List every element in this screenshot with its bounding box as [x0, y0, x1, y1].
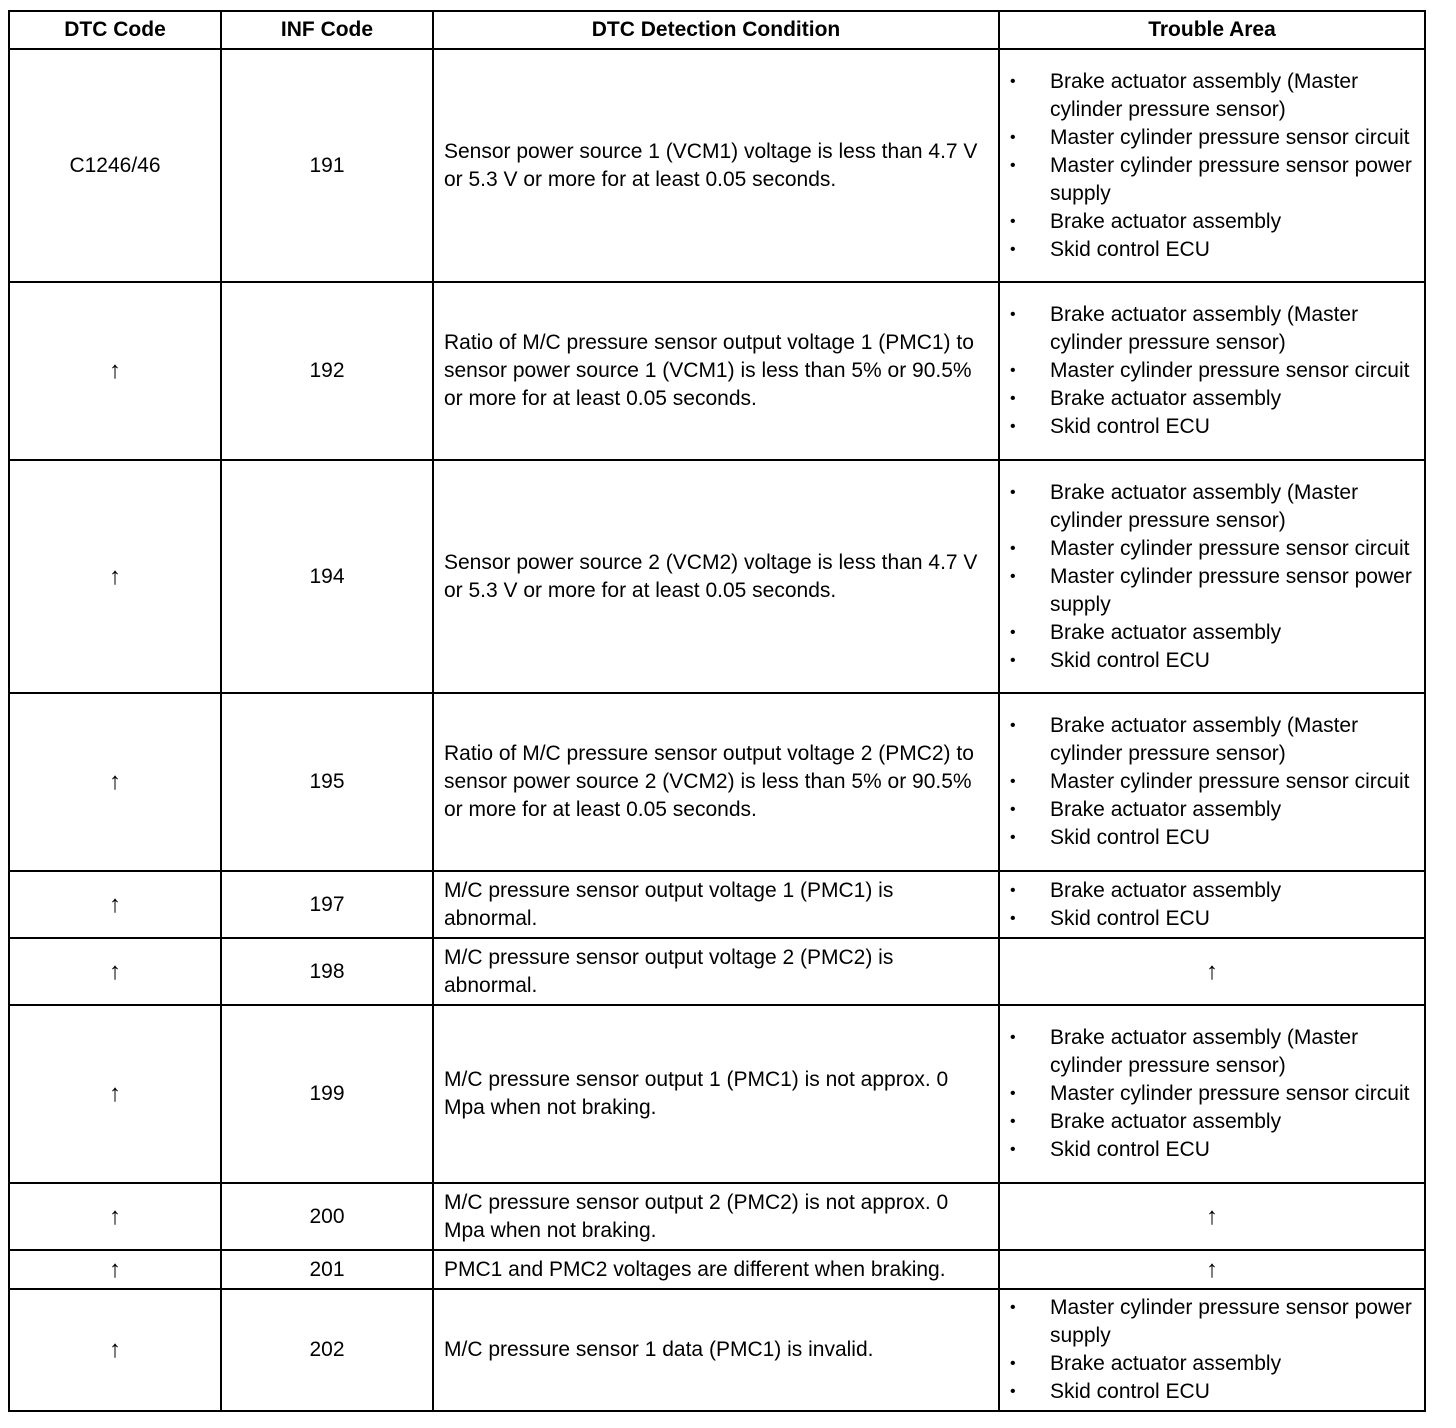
inf-code-cell: 200	[221, 1183, 433, 1250]
list-item: • Master cylinder pressure sensor power supply	[1010, 1294, 1418, 1350]
table-row	[9, 693, 1425, 871]
dtc-code-cell: ↑	[9, 1005, 221, 1183]
inf-code-cell: 197	[221, 871, 433, 938]
list-item: • Skid control ECU	[1010, 236, 1418, 264]
dtc-code-cell: ↑	[9, 1183, 221, 1250]
list-item: • Master cylinder pressure sensor power supply	[1010, 152, 1418, 208]
condition-cell: Sensor power source 1 (VCM1) voltage is less than 4.7 V or 5.3 V or more for at least 0.05 seconds.	[433, 49, 999, 282]
inf-code-cell: 194	[221, 460, 433, 693]
table-row	[9, 1005, 1425, 1183]
list-item: • Skid control ECU	[1010, 413, 1418, 441]
dtc-table	[8, 10, 1426, 1412]
list-item: • Brake actuator assembly	[1010, 1108, 1418, 1136]
list-item: • Master cylinder pressure sensor circuit	[1010, 124, 1418, 152]
condition-cell: M/C pressure sensor 1 data (PMC1) is invalid.	[433, 1289, 999, 1411]
trouble-list	[1010, 1024, 1418, 1164]
header-detection-condition: DTC Detection Condition	[433, 11, 999, 49]
table-row	[9, 1250, 1425, 1289]
list-item: • Brake actuator assembly (Master cylinder pressure sensor)	[1010, 479, 1418, 535]
dtc-code-cell: ↑	[9, 1250, 221, 1289]
trouble-area-same-cell: ↑	[999, 1250, 1425, 1289]
condition-cell: Sensor power source 2 (VCM2) voltage is less than 4.7 V or 5.3 V or more for at least 0.05 seconds.	[433, 460, 999, 693]
list-item: • Brake actuator assembly (Master cylinder pressure sensor)	[1010, 301, 1418, 357]
trouble-list	[1010, 1294, 1418, 1406]
dtc-code-cell: ↑	[9, 1289, 221, 1411]
condition-cell: Ratio of M/C pressure sensor output voltage 1 (PMC1) to sensor power source 1 (VCM1) is less than 5% or 90.5% or more for at least 0.05 seconds.	[433, 282, 999, 460]
condition-cell: M/C pressure sensor output voltage 2 (PMC2) is abnormal.	[433, 938, 999, 1005]
dtc-code-cell: ↑	[9, 282, 221, 460]
table-row	[9, 460, 1425, 693]
inf-code-cell: 198	[221, 938, 433, 1005]
list-item: • Brake actuator assembly	[1010, 877, 1418, 905]
trouble-list	[1010, 68, 1418, 264]
trouble-list	[1010, 301, 1418, 441]
condition-cell: Ratio of M/C pressure sensor output voltage 2 (PMC2) to sensor power source 2 (VCM2) is less than 5% or 90.5% or more for at least 0.05 seconds.	[433, 693, 999, 871]
table-row	[9, 282, 1425, 460]
dtc-code-cell: ↑	[9, 693, 221, 871]
trouble-area-cell	[999, 49, 1425, 282]
trouble-area-cell	[999, 1289, 1425, 1411]
list-item: • Skid control ECU	[1010, 1378, 1418, 1406]
list-item: • Brake actuator assembly	[1010, 385, 1418, 413]
trouble-list	[1010, 877, 1418, 933]
condition-cell: PMC1 and PMC2 voltages are different when braking.	[433, 1250, 999, 1289]
list-item: • Master cylinder pressure sensor power supply	[1010, 563, 1418, 619]
dtc-code-cell: C1246/46	[9, 49, 221, 282]
trouble-list	[1010, 712, 1418, 852]
dtc-code-cell: ↑	[9, 938, 221, 1005]
table-row	[9, 871, 1425, 938]
trouble-list	[1010, 479, 1418, 675]
list-item: • Master cylinder pressure sensor circuit	[1010, 357, 1418, 385]
header-inf-code: INF Code	[221, 11, 433, 49]
table-row	[9, 49, 1425, 282]
list-item: • Brake actuator assembly	[1010, 619, 1418, 647]
inf-code-cell: 192	[221, 282, 433, 460]
list-item: • Brake actuator assembly	[1010, 796, 1418, 824]
trouble-area-cell	[999, 1005, 1425, 1183]
list-item: • Master cylinder pressure sensor circuit	[1010, 535, 1418, 563]
list-item: • Skid control ECU	[1010, 905, 1418, 933]
inf-code-cell: 195	[221, 693, 433, 871]
list-item: • Brake actuator assembly (Master cylinder pressure sensor)	[1010, 1024, 1418, 1080]
list-item: • Skid control ECU	[1010, 824, 1418, 852]
trouble-area-cell	[999, 693, 1425, 871]
header-dtc-code: DTC Code	[9, 11, 221, 49]
inf-code-cell: 191	[221, 49, 433, 282]
trouble-area-same-cell: ↑	[999, 1183, 1425, 1250]
trouble-area-same-cell: ↑	[999, 938, 1425, 1005]
condition-cell: M/C pressure sensor output 1 (PMC1) is not approx. 0 Mpa when not braking.	[433, 1005, 999, 1183]
trouble-area-cell	[999, 460, 1425, 693]
dtc-code-cell: ↑	[9, 871, 221, 938]
inf-code-cell: 201	[221, 1250, 433, 1289]
condition-cell: M/C pressure sensor output 2 (PMC2) is not approx. 0 Mpa when not braking.	[433, 1183, 999, 1250]
inf-code-cell: 202	[221, 1289, 433, 1411]
trouble-area-cell	[999, 282, 1425, 460]
list-item: • Brake actuator assembly	[1010, 1350, 1418, 1378]
table-row	[9, 1289, 1425, 1411]
list-item: • Skid control ECU	[1010, 647, 1418, 675]
list-item: • Master cylinder pressure sensor circuit	[1010, 1080, 1418, 1108]
inf-code-cell: 199	[221, 1005, 433, 1183]
condition-cell: M/C pressure sensor output voltage 1 (PMC1) is abnormal.	[433, 871, 999, 938]
header-row	[9, 11, 1425, 49]
trouble-area-cell	[999, 871, 1425, 938]
table-row	[9, 938, 1425, 1005]
list-item: • Brake actuator assembly	[1010, 208, 1418, 236]
list-item: • Skid control ECU	[1010, 1136, 1418, 1164]
list-item: • Brake actuator assembly (Master cylinder pressure sensor)	[1010, 712, 1418, 768]
table-row	[9, 1183, 1425, 1250]
list-item: • Brake actuator assembly (Master cylinder pressure sensor)	[1010, 68, 1418, 124]
header-trouble-area: Trouble Area	[999, 11, 1425, 49]
dtc-code-cell: ↑	[9, 460, 221, 693]
list-item: • Master cylinder pressure sensor circuit	[1010, 768, 1418, 796]
